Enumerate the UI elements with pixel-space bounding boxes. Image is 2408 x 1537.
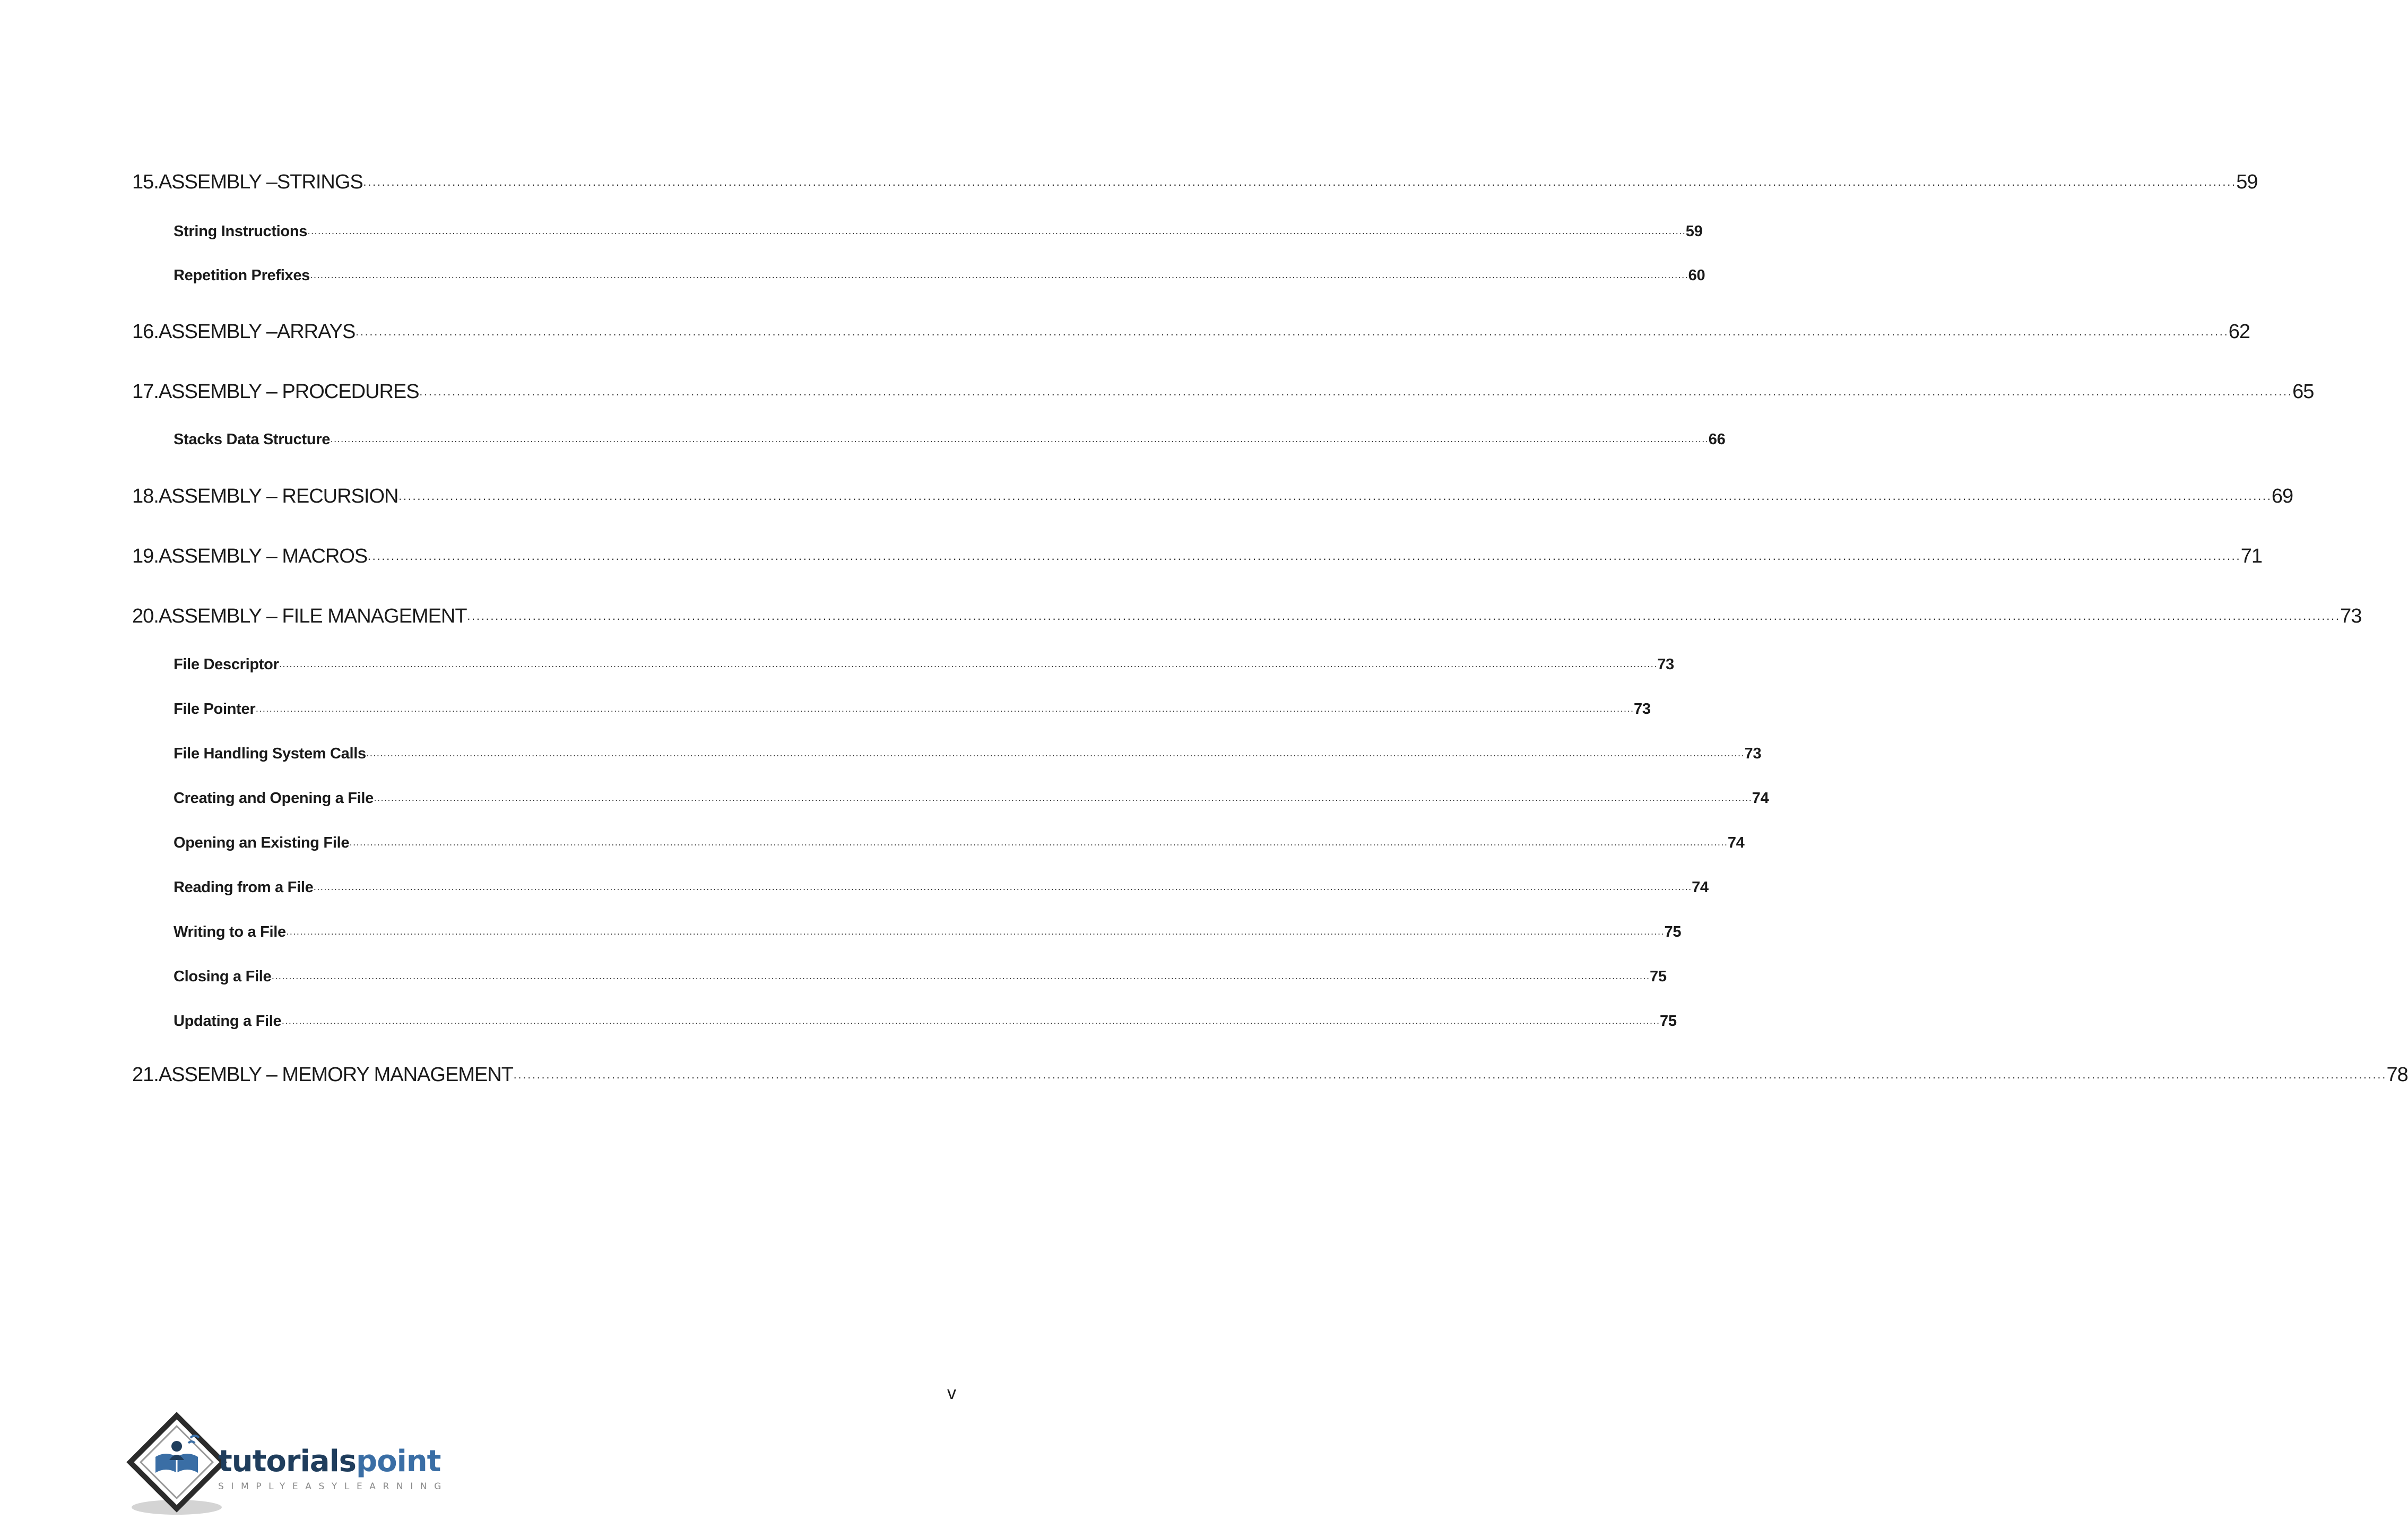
toc-entry-title: ASSEMBLY –STRINGS (158, 171, 363, 193)
toc-dot-leader: ················································································································································································································································································································································································································ (398, 492, 2272, 505)
toc-page-number: 74 (1752, 790, 1769, 807)
toc-entry-title: ASSEMBLY –ARRAYS (158, 321, 356, 343)
toc-page-number: 75 (1660, 1013, 1677, 1030)
toc-chapter-number: 17. (132, 381, 159, 403)
toc-chapter-entry[interactable] (132, 605, 2362, 628)
toc-page-number: 73 (1744, 745, 1762, 762)
toc-section-entry[interactable] (174, 656, 1674, 673)
svg-text:tutorialspoint (218, 1444, 441, 1479)
toc-page-number: 75 (1650, 968, 1667, 985)
logo-brand-part1: tutorials (218, 1444, 357, 1479)
toc-entry-title: ASSEMBLY – PROCEDURES (158, 381, 419, 403)
page-number: v (947, 1383, 956, 1403)
toc-dot-leader: ················································································································································································································································································································································································································ (362, 178, 2237, 191)
toc-page-number: 78 (2386, 1064, 2408, 1086)
toc-chapter-number: 15. (132, 171, 159, 193)
toc-entry-title: Repetition Prefixes (174, 267, 310, 284)
toc-section-entry[interactable] (174, 431, 1726, 448)
tutorialspoint-logo (129, 1422, 448, 1516)
toc-dot-leader: ················································································································································································································································································································································································································ (419, 387, 2293, 401)
toc-entry-title: ASSEMBLY – RECURSION (158, 485, 399, 507)
toc-entry-title: File Descriptor (174, 656, 279, 673)
toc-entry-title: Reading from a File (174, 879, 314, 896)
toc-dot-leader: ················································································································································································································································································································································································································ (271, 973, 1650, 983)
toc-dot-leader: ················································································································································································································································································································································································································ (513, 1070, 2387, 1084)
toc-page-number: 66 (1708, 431, 1726, 448)
toc-dot-leader: ················································································································································································································································································································································································································ (330, 436, 1709, 446)
toc-page-number: 65 (2292, 381, 2314, 403)
toc-chapter-entry[interactable] (132, 171, 2258, 194)
toc-page-number: 69 (2271, 485, 2293, 507)
toc-dot-leader: ················································································································································································································································································································································································································ (466, 612, 2341, 625)
toc-page-number: 73 (1633, 701, 1651, 718)
toc-chapter-entry[interactable] (132, 381, 2314, 403)
toc-entry-title: Writing to a File (174, 923, 286, 940)
toc-entry-title: File Handling System Calls (174, 745, 366, 762)
toc-entry-title: Creating and Opening a File (174, 790, 374, 807)
toc-entry-title: Updating a File (174, 1013, 282, 1030)
toc-entry-title: String Instructions (174, 223, 308, 240)
toc-chapter-number: 18. (132, 485, 159, 507)
toc-dot-leader: ················································································································································································································································································································································································································ (374, 795, 1752, 805)
toc-chapter-entry[interactable] (132, 1064, 2408, 1086)
toc-dot-leader: ················································································································································································································································································································································································································ (366, 750, 1745, 761)
toc-section-entry[interactable] (174, 223, 1703, 240)
logo-brand-part2: point (356, 1444, 441, 1479)
toc-page-number: 71 (2240, 545, 2262, 567)
toc-entry-title: Stacks Data Structure (174, 431, 331, 448)
toc-page-number: 59 (1685, 223, 1703, 240)
toc-dot-leader: ················································································································································································································································································································································································································ (307, 228, 1686, 238)
toc-dot-leader: ················································································································································································································································································································································································································ (285, 928, 1665, 939)
toc-entry-title: Closing a File (174, 968, 272, 985)
toc-page-number: 62 (2228, 321, 2250, 343)
toc-page-number: 74 (1727, 834, 1745, 851)
toc-section-entry[interactable] (174, 701, 1651, 718)
toc-section-entry[interactable] (174, 968, 1667, 986)
toc-dot-leader: ················································································································································································································································································································································································································ (313, 884, 1692, 894)
toc-page-number: 73 (2340, 605, 2362, 627)
toc-chapter-number: 16. (132, 321, 159, 343)
toc-dot-leader: ················································································································································································································································································································································································································ (279, 661, 1658, 671)
toc-entry-title: Opening an Existing File (174, 834, 350, 851)
toc-dot-leader: ················································································································································································································································································································································································································ (281, 1017, 1660, 1028)
toc-dot-leader: ················································································································································································································································································································································································································ (310, 272, 1688, 282)
toc-section-entry[interactable] (174, 1013, 1677, 1030)
toc-section-entry[interactable] (174, 923, 1682, 941)
toc-page-number: 59 (2236, 171, 2258, 193)
toc-page-number: 75 (1664, 923, 1682, 940)
toc-page-number: 74 (1692, 879, 1709, 896)
toc-chapter-entry[interactable] (132, 321, 2250, 343)
toc-page-number: 73 (1657, 656, 1674, 673)
toc-chapter-number: 21. (132, 1064, 159, 1086)
toc-section-entry[interactable] (174, 790, 1769, 807)
toc-section-entry[interactable] (174, 267, 1705, 284)
toc-dot-leader: ················································································································································································································································································································································································································ (355, 327, 2229, 341)
toc-entry-title: ASSEMBLY – MEMORY MANAGEMENT (158, 1064, 513, 1086)
toc-page-number: 60 (1688, 267, 1705, 284)
toc-chapter-entry[interactable] (132, 485, 2293, 508)
toc-section-entry[interactable] (174, 745, 1762, 763)
toc-chapter-number: 19. (132, 545, 159, 567)
logo-tagline: SIMPLYEASYLEARNING (218, 1481, 448, 1492)
toc-dot-leader: ················································································································································································································································································································································································································ (255, 705, 1634, 716)
toc-entry-title: ASSEMBLY – FILE MANAGEMENT (158, 605, 467, 627)
toc-chapter-entry[interactable] (132, 545, 2262, 568)
toc-section-entry[interactable] (174, 879, 1709, 896)
toc-dot-leader: ················································································································································································································································································································································································································ (349, 839, 1728, 850)
toc-section-entry[interactable] (174, 834, 1745, 852)
toc-entry-title: File Pointer (174, 701, 256, 718)
toc-chapter-number: 20. (132, 605, 159, 627)
toc-dot-leader: ················································································································································································································································································································································································································ (367, 552, 2241, 565)
toc-entry-title: ASSEMBLY – MACROS (158, 545, 368, 567)
